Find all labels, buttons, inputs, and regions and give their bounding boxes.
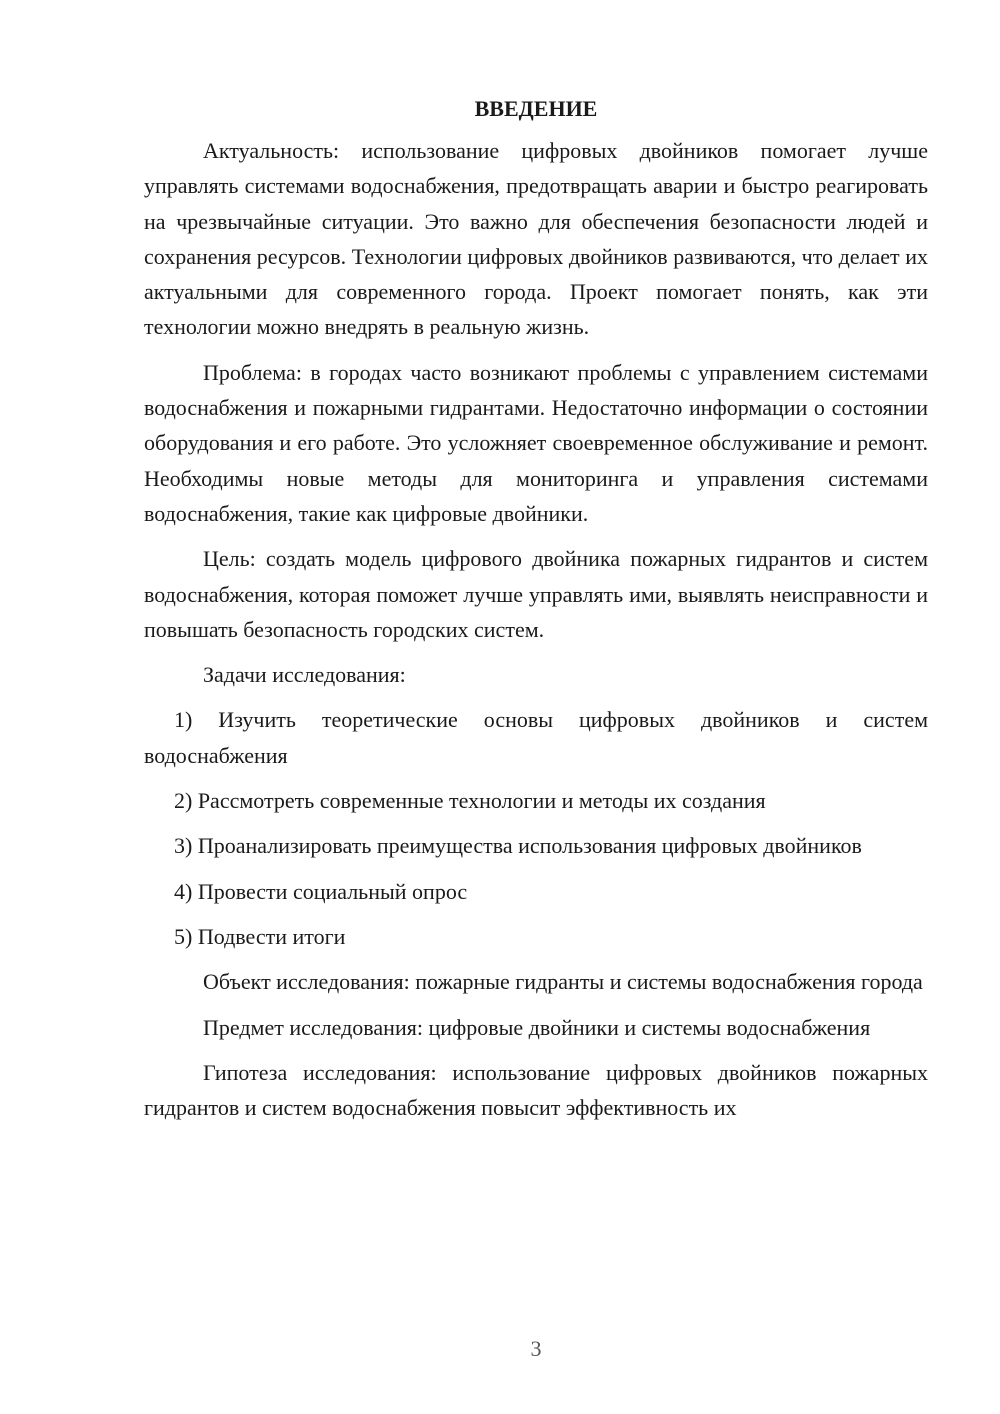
list-item: 4) Провести социальный опрос (174, 878, 468, 904)
paragraph-relevance: Актуальность: использование цифровых двойников помогает лучше управлять системами водоснабжения, предотвращать аварии и быстро реагировать на чрезвычайные ситуации. Это важно для обеспечения безопасности людей и сохранения ресурсов. Технологии цифровых двойников развиваются, что делает их актуальными для современного города. Проект помогает понять, как эти технологии можно внедрять в реальную жизнь. (144, 138, 928, 340)
list-item: 5) Подвести итоги (174, 923, 346, 949)
list-item: 3) Проанализировать преимущества использования цифровых двойников (174, 833, 862, 859)
tasks-list (144, 702, 928, 954)
list-item: 1) Изучить теоретические основы цифровых двойников и систем водоснабжения (144, 707, 928, 768)
paragraph-hypothesis: Гипотеза исследования: использование цифровых двойников пожарных гидрантов и систем водоснабжения повысит эффективность их (144, 1059, 928, 1121)
page-title: ВВЕДЕНИЕ (474, 96, 598, 121)
document-body (144, 95, 928, 1125)
paragraph-goal: Цель: создать модель цифрового двойника пожарных гидрантов и систем водоснабжения, которая поможет лучше управлять ими, выявлять неисправности и повышать безопасность городских систем. (144, 546, 928, 642)
page-number: 3 (530, 1336, 542, 1361)
tasks-heading: Задачи исследования: (203, 662, 406, 688)
paragraph-problem: Проблема: в городах часто возникают проблемы с управлением системами водоснабжения и пожарными гидрантами. Недостаточно информации о состоянии оборудования и его работе. Это усложняет своевременное обслуживание и ремонт. Необходимы новые методы для мониторинга и управления системами водоснабжения, такие как цифровые двойники. (144, 359, 928, 526)
list-item: 2) Рассмотреть современные технологии и методы их создания (174, 788, 766, 814)
paragraph-object: Объект исследования: пожарные гидранты и системы водоснабжения города (203, 969, 923, 995)
paragraph-subject: Предмет исследования: цифровые двойники и системы водоснабжения (203, 1014, 871, 1040)
